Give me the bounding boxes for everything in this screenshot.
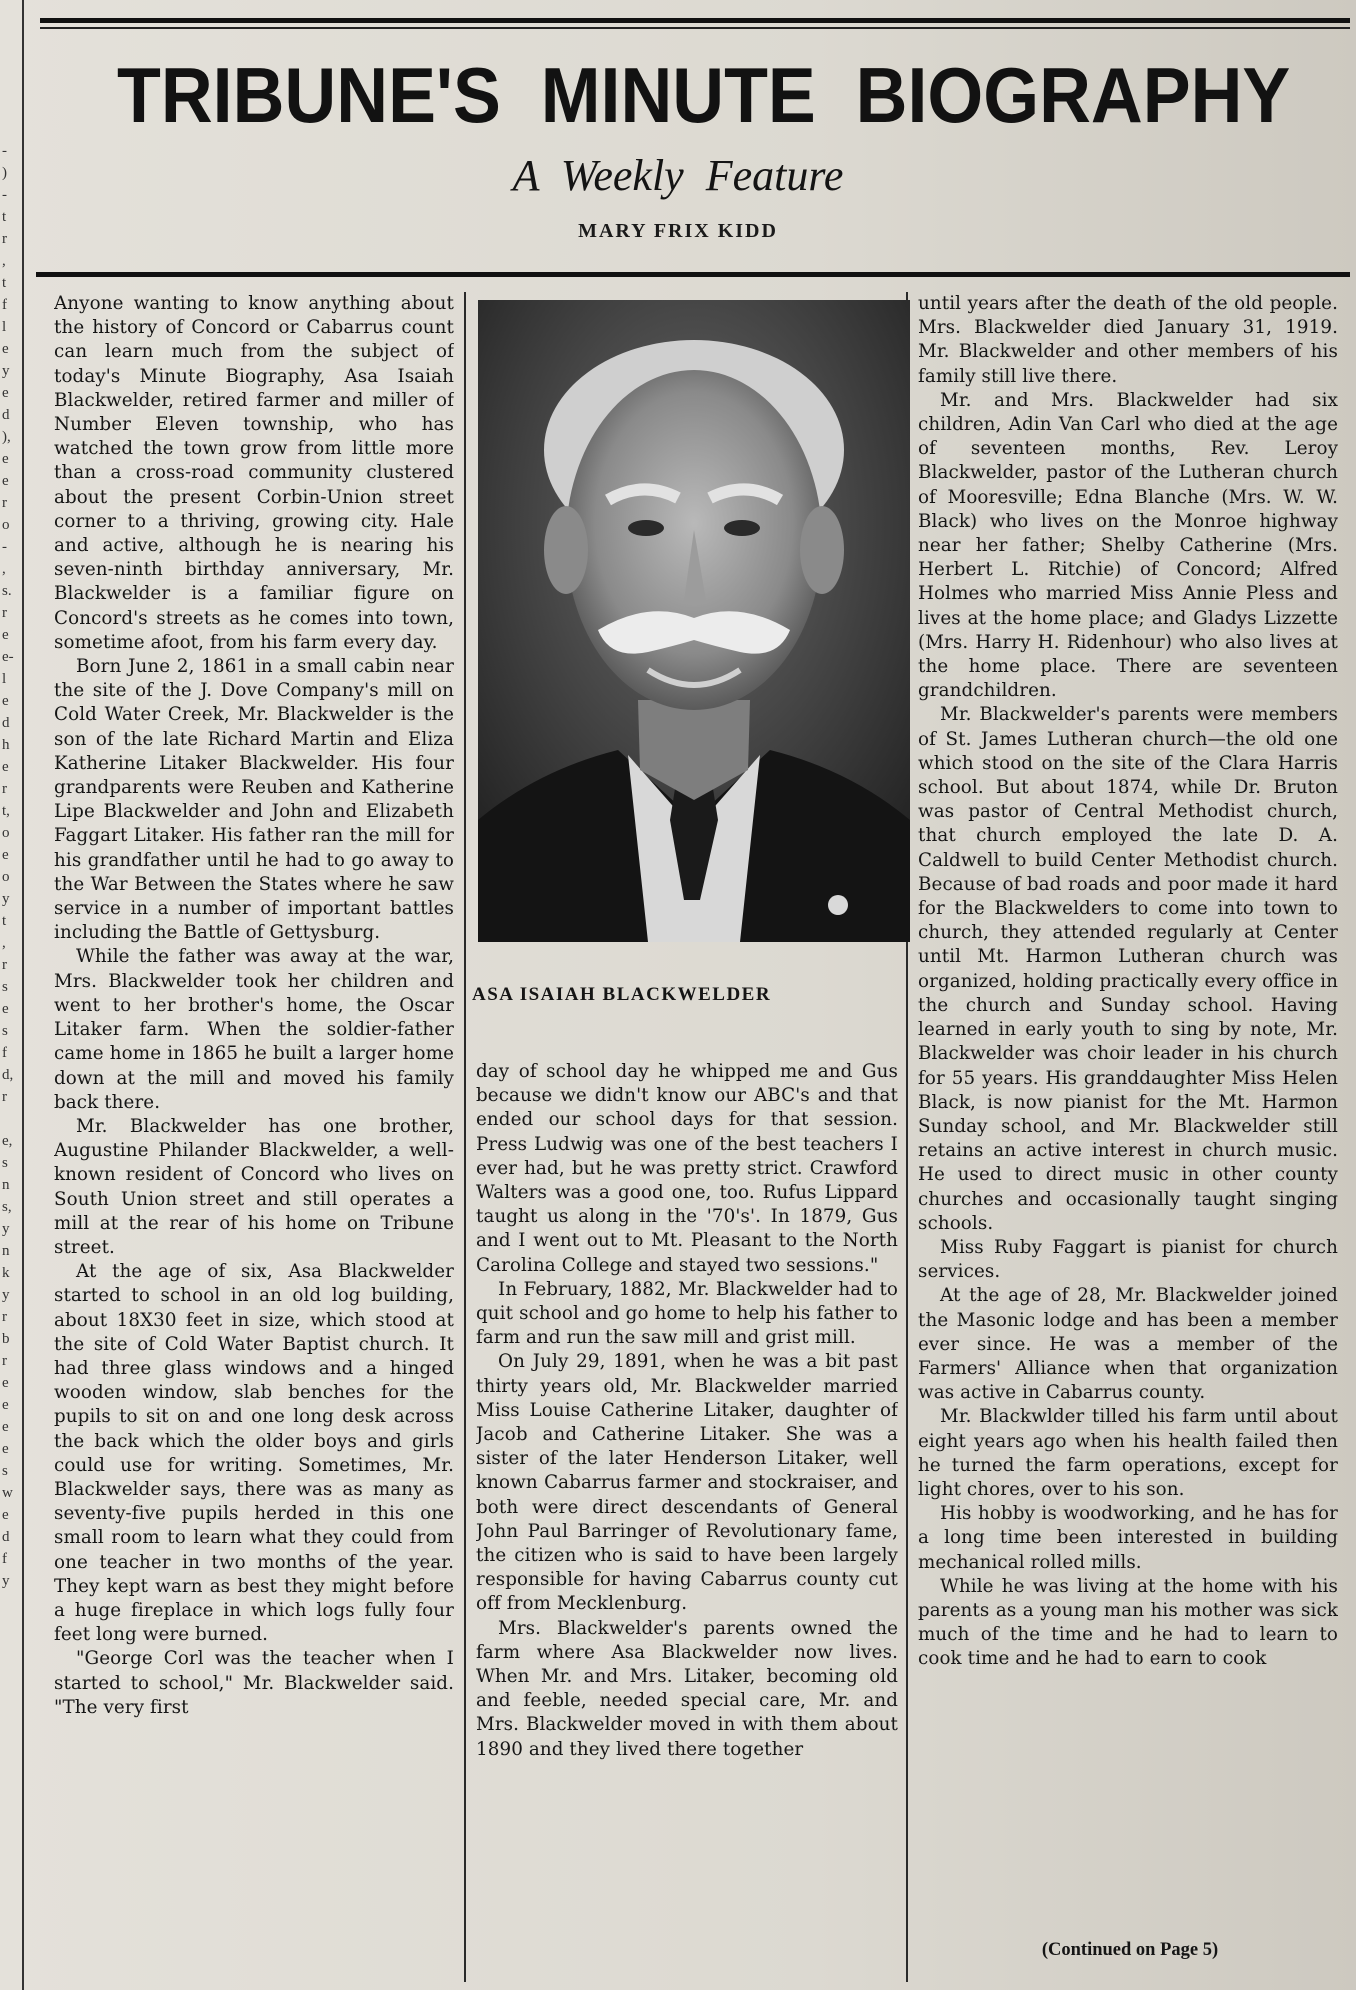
column-rule-1: [464, 292, 466, 1982]
article-column-1: [54, 292, 454, 1980]
paragraph: Miss Ruby Faggart is pianist for church services.: [918, 1236, 1338, 1283]
continued-notice: (Continued on Page 5): [1041, 1940, 1219, 1960]
margin-fragments: - ) - t r , t f l e y e d ), e e r o - , s. r e e- l e d h e r t, o e o y t , r s e s f d, r e, s n s, y n k y r b r e e e e s w e d f y: [2, 143, 14, 1589]
article-column-3: [918, 292, 1338, 1937]
byline: MARY FRIX KIDD: [578, 220, 778, 242]
left-margin-strip: [0, 0, 24, 1990]
paragraph: until years after the death of the old people. Mrs. Blackwelder died January 31, 1919. Mr. Blackwelder and other members of his family still live there.: [918, 293, 1338, 387]
paragraph: On July 29, 1891, when he was a bit past thirty years old, Mr. Blackwelder married Miss Louise Catherine Litaker, daughter of Jacob and Catherine Litaker. She was a sister of the later Henderson Litaker, well known Cabarrus farmer and stockraiser, and both were direct descendants of General John Paul Barringer of Revolutionary fame, the citizen who is said to have been largely responsible for having Cabarrus county cut off from Mecklenburg.: [476, 1351, 898, 1615]
portrait-photo: [478, 300, 910, 942]
article-column-2: [476, 1060, 898, 1980]
top-rule-thin: [40, 27, 1350, 29]
paragraph: While he was living at the home with his parents as a young man his mother was sick much of the time and he had to learn to cook time and he had to earn to cook: [918, 1575, 1338, 1670]
top-rule: [40, 18, 1350, 23]
paragraph: While the father was away at the war, Mrs. Blackwelder took her children and went to her brother's home, the Oscar Litaker farm. When the soldier-father came home in 1865 he built a larger home down at the mill and moved his family back there.: [54, 946, 454, 1113]
paragraph: "George Corl was the teacher when I started to school," Mr. Blackwelder said. "The very first: [54, 1648, 454, 1718]
paragraph: Mr. Blackwelder's parents were members of St. James Lutheran church—the old one which stood on the site of the Clara Harris school. But about 1874, while Dr. Bruton was pastor of Central Methodist church, that church employed the late D. A. Caldwell to build Center Methodist church. Because of bad roads and poor made it hard for the Blackwelders to come into town to church, they attended regularly at Center until Mt. Harmon Lutheran church was organized, holding practically every office in the church and Sunday school. Having learned in early youth to sing by note, Mr. Blackwelder was choir leader in his church for 55 years. His granddaughter Miss Helen Black, is now pianist for the Mt. Harmon Sunday school, and Mr. Blackwelder still retains an active interest in church music. He used to direct music in other county churches and occasionally taught singing schools.: [918, 704, 1338, 1234]
paragraph: Mr. Blackwelder has one brother, Augustine Philander Blackwelder, a well-known resident of Concord who lives on South Union street and still operates a mill at the rear of his home on Tribune street.: [54, 1115, 454, 1258]
paragraph: At the age of 28, Mr. Blackwelder joined the Masonic lodge and has been a member ever since. He was a member of the Farmers' Alliance when that organization was active in Cabarrus county.: [918, 1285, 1338, 1404]
portrait-illustration: [478, 300, 910, 942]
feature-subtitle: A Weekly Feature: [512, 151, 844, 200]
paragraph: Mr. Blackwlder tilled his farm until about eight years ago when his health failed then he turned the farm operations, except for light chores, over to his son.: [918, 1406, 1338, 1500]
paragraph: Born June 2, 1861 in a small cabin near the site of the J. Dove Company's mill on Cold Water Creek, Mr. Blackwelder is the son of the late Richard Martin and Eliza Katherine Litaker Blackwelder. His four grandparents were Reuben and Katherine Lipe Blackwelder and John and Elizabeth Faggart Litaker. His father ran the mill for his grandfather until he had to go away to the War Between the States where he saw service in a number of important battles including the Battle of Gettysburg.: [54, 656, 454, 944]
header-bottom-rule: [36, 272, 1350, 277]
paragraph: day of school day he whipped me and Gus because we didn't know our ABC's and that ended our school days for that session. Press Ludwig was one of the best teachers I ever had, but he was pretty strict. Crawford Walters was a good one, too. Rufus Lippard taught us along in the '70's'. In 1879, Gus and I went out to Mt. Pleasant to the North Carolina College and stayed two sessions.": [476, 1061, 898, 1276]
masthead-title: TRIBUNE'S MINUTE BIOGRAPHY: [117, 51, 1291, 139]
paragraph: At the age of six, Asa Blackwelder started to school in an old log building, about 18X30 feet in size, which stood at the site of Cold Water Baptist church. It had three glass windows and a hinged wooden window, slab benches for the pupils to sit on and one long desk across the back which the older boys and girls could use for writing. Sometimes, Mr. Blackwelder says, there was as many as seventy-five pupils herded in this one small room to learn what they could from one teacher in two months of the year. They kept warn as best they might before a huge fireplace in which logs fully four feet long were burned.: [54, 1261, 454, 1646]
paragraph: Mr. and Mrs. Blackwelder had six children, Adin Van Carl who died at the age of seventeen months, Rev. Leroy Blackwelder, pastor of the Lutheran church of Mooresville; Edna Blanche (Mrs. W. W. Black) who lives on the Monroe highway near her father; Shelby Catherine (Mrs. Herbert L. Ritchie) of Concord; Alfred Holmes who married Miss Annie Pless and lives at the home place; and Gladys Lizzette (Mrs. Harry H. Ridenhour) who also lives at the home place. There are seventeen grandchildren.: [918, 389, 1338, 702]
paragraph: Anyone wanting to know anything about the history of Concord or Cabarrus count can learn much from the subject of today's Minute Biography, Asa Isaiah Blackwelder, retired farmer and miller of Number Eleven township, who has watched the town grow from little more than a cross-road community clustered about the present Corbin-Union street corner to a thriving, growing city. Hale and active, although he is nearing his seven-ninth birthday anniversary, Mr. Blackwelder is a familiar figure on Concord's streets as he comes into town, sometime afoot, from his farm every day.: [54, 293, 454, 653]
paragraph: His hobby is woodworking, and he has for a long time been interested in building mechanical rolled mills.: [918, 1503, 1338, 1573]
paragraph: In February, 1882, Mr. Blackwelder had to quit school and go home to help his father to farm and run the saw mill and grist mill.: [476, 1278, 898, 1349]
photo-caption: ASA ISAIAH BLACKWELDER: [472, 984, 772, 1005]
masthead: [60, 48, 1320, 143]
paragraph: Mrs. Blackwelder's parents owned the farm where Asa Blackwelder now lives. When Mr. and Mrs. Litaker, becoming old and feeble, needed special care, Mr. and Mrs. Blackwelder moved in with them about 1890 and they lived there together: [476, 1617, 898, 1760]
